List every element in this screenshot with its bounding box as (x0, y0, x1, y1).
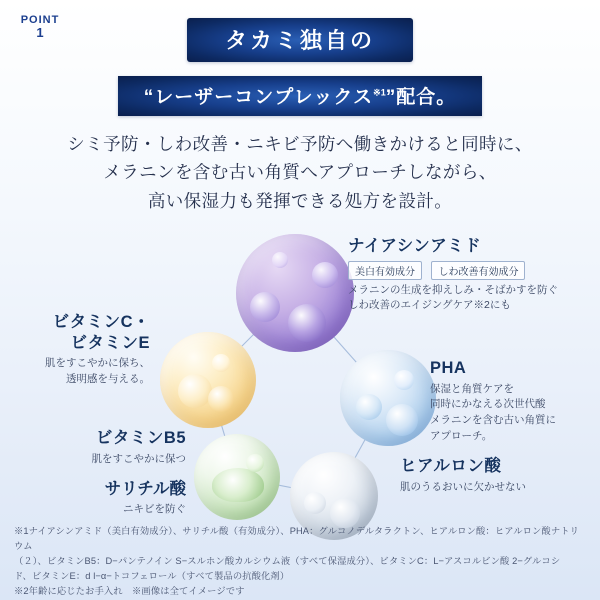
hyaluronic-acid-title: ヒアルロン酸 (400, 457, 502, 475)
ingredient-label-niacinamide (348, 236, 588, 314)
point-badge-number: 1 (36, 25, 44, 41)
niacinamide-title: ナイアシンアミド (348, 237, 482, 255)
footnotes (14, 524, 588, 599)
footnote-line-3: ド、ビタミンE：d l−α−トコフェロール（すべて製品の抗酸化剤） (14, 571, 290, 582)
pha-desc-line-3: メラニンを含む古い角質に (430, 414, 556, 427)
ingredient-diagram (0, 228, 600, 518)
ingredient-label-vitamin-b5 (8, 428, 186, 518)
ingredient-bubble-niacinamide (236, 234, 354, 352)
ingredient-label-vitamin-c-e (4, 312, 150, 388)
ingredient-bubble-vitamin-b5 (194, 434, 280, 520)
ingredient-label-pha (430, 358, 595, 445)
pha-description (430, 382, 595, 445)
vitamin-b5-title: ビタミンB5 (95, 429, 186, 447)
niacinamide-description (348, 283, 588, 315)
vitamin-c-title-line-1: ビタミンC・ (52, 313, 150, 331)
status-badge-whitening: 美白有効成分 (348, 261, 422, 280)
ingredient-bubble-pha (340, 350, 436, 446)
salicylic-acid-description: ニキビを防ぐ (123, 503, 186, 516)
vitamin-c-e-desc-line-2: 透明感を与える。 (66, 373, 150, 385)
niacinamide-tags (348, 261, 588, 280)
headline-line-2 (118, 76, 482, 116)
vitamin-c-e-description (4, 356, 150, 388)
lead-line-3: 高い保湿力も発揮できる処方を設計。 (147, 190, 453, 211)
headline-line-2-post: ”配合。 (385, 87, 457, 108)
footnote-line-4: ※2年齢に応じたお手入れ ※画像は全てイメージです (14, 586, 245, 597)
status-badge-wrinkle: しわ改善有効成分 (431, 261, 525, 280)
vitamin-e-title-line-2: ビタミンE (70, 333, 150, 352)
salicylic-acid-title: サリチル酸 (104, 480, 186, 499)
point-badge-label: POINT (20, 14, 60, 26)
lead-paragraph (0, 130, 600, 215)
vitamin-b5-description: 肌をすこやかに保つ (91, 452, 186, 465)
footnote-line-1: ※1ナイアシンアミド（美白有効成分）、サリチル酸（有効成分）、PHA：グルコノデルタラクトン、ヒアルロン酸：ヒアルロン酸ナトリウム (14, 526, 580, 552)
headline-line-1: タカミ独自の (187, 18, 413, 62)
niacinamide-desc-line-2: しわ改善のエイジングケア※2にも (348, 299, 511, 312)
hyaluronic-acid-description: 肌のうるおいに欠かせない (400, 480, 526, 493)
ingredient-bubble-vitamin-c-e (160, 332, 256, 428)
vitamin-c-e-desc-line-1: 肌をすこやかに保ち、 (45, 357, 150, 370)
footnote-line-2: （２）、ビタミンB5：D−パンテノイン S−スルホン酸カルシウム液（すべて保湿成分）、ビタミンC：L−アスコルビン酸 2−グルコシ (14, 556, 561, 567)
headline-row-2 (0, 76, 600, 116)
lead-line-2: メラニンを含む古い角質へアプローチしながら、 (103, 162, 497, 183)
lead-line-1: シミ予防・しわ改善・ニキビ予防へ働きかけると同時に、 (67, 134, 533, 154)
ingredient-label-hyaluronic-acid (400, 456, 595, 495)
headline-line-2-footnote-mark: ※1 (373, 87, 386, 98)
headline-line-2-pre: “レーザーコンプレックス (143, 87, 374, 108)
headline-row-1 (0, 18, 600, 62)
pha-desc-line-1: 保湿と角質ケアを (430, 382, 514, 395)
pha-title: PHA (430, 359, 467, 377)
niacinamide-desc-line-1: メラニンの生成を抑えしみ・そばかすを防ぐ (348, 283, 558, 296)
pha-desc-line-4: アプローチ。 (430, 429, 493, 442)
pha-desc-line-2: 同時にかなえる次世代酸 (430, 398, 546, 411)
